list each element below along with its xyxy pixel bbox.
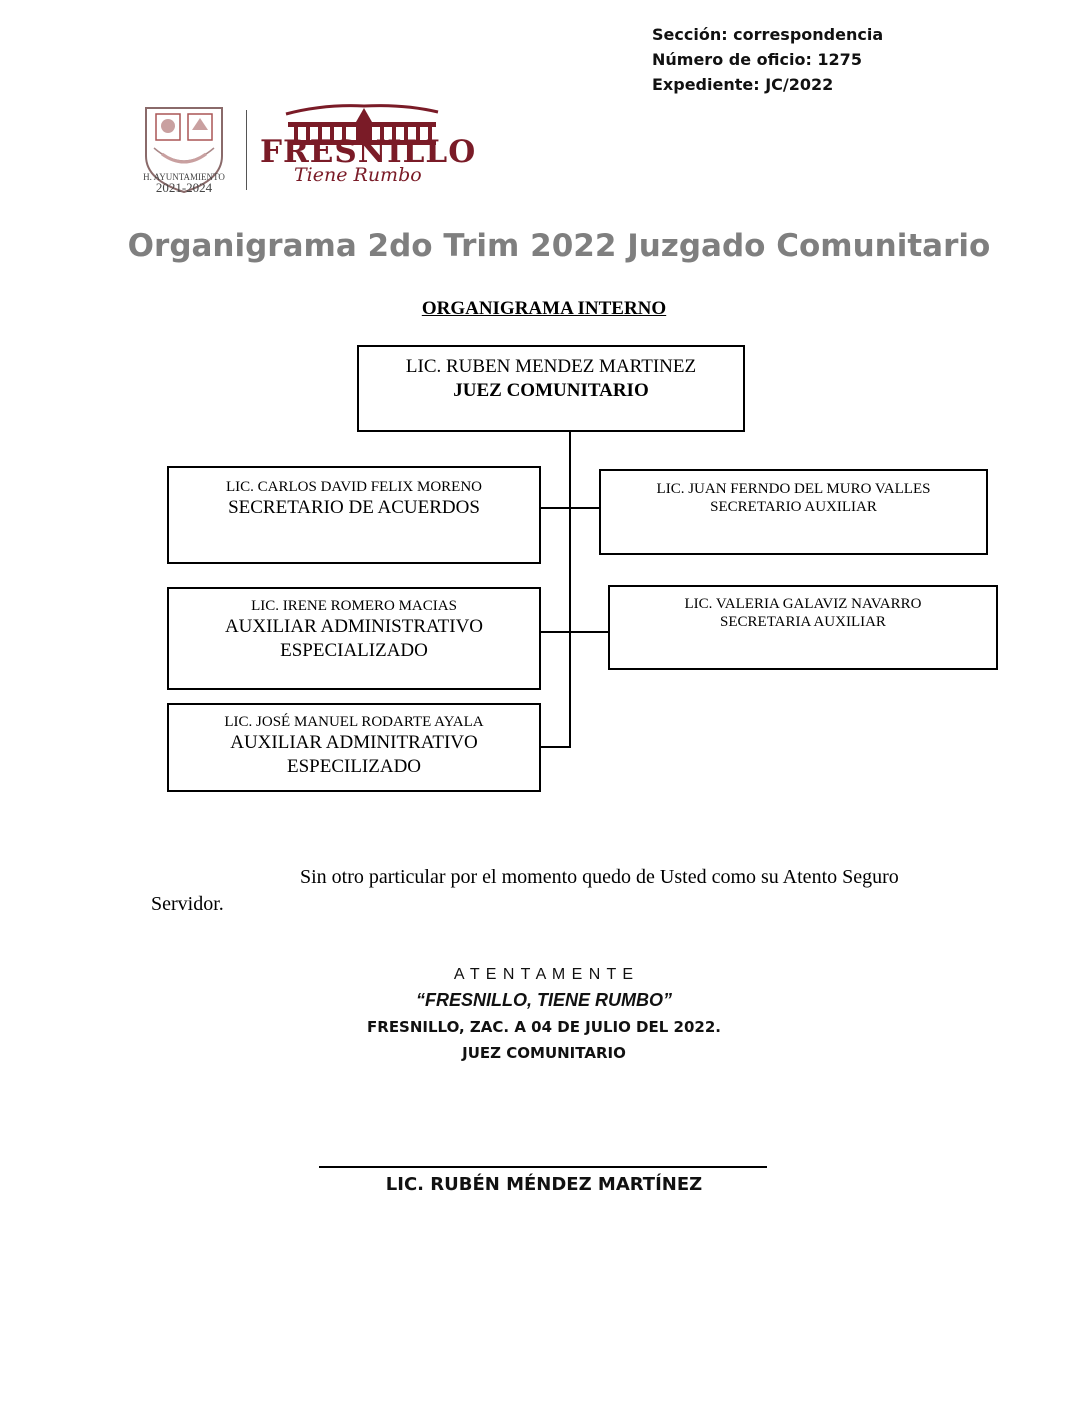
connector-right-2 [570, 631, 609, 633]
ayuntamiento-label: H. AYUNTAMIENTO [143, 172, 225, 182]
brand-tagline: Tiene Rumbo [294, 164, 422, 186]
place-date: FRESNILLO, ZAC. A 04 DE JULIO DEL 2022. [367, 1018, 721, 1036]
org-box-left-1 [167, 466, 541, 564]
org-member-name: LIC. JOSÉ MANUEL RODARTE AYALA [224, 714, 484, 730]
page-title: Organigrama 2do Trim 2022 Juzgado Comunitario [127, 228, 991, 264]
atentamente-label: A T E N T A M E N T E [453, 966, 635, 983]
org-member-name: LIC. VALERIA GALAVIZ NAVARRO [684, 596, 922, 612]
connector-right-1 [570, 507, 600, 509]
org-member-role: SECRETARIA AUXILIAR [720, 614, 886, 630]
connector-trunk [569, 431, 571, 748]
signer-name: LIC. RUBÉN MÉNDEZ MARTÍNEZ [385, 1174, 703, 1195]
org-box-left-2 [167, 587, 541, 690]
brand-name: FRESNILLO [260, 134, 477, 170]
org-box-right-2 [608, 585, 998, 670]
connector-left-3 [540, 746, 571, 748]
connector-left-1 [540, 507, 570, 509]
org-member-name: LIC. CARLOS DAVID FELIX MORENO [226, 479, 482, 495]
head-role: JUEZ COMUNITARIO [453, 380, 649, 401]
connector-left-2 [540, 631, 570, 633]
org-box-left-3 [167, 703, 541, 792]
org-member-name: LIC. JUAN FERNDO DEL MURO VALLES [656, 481, 931, 497]
org-box-right-1 [599, 469, 988, 555]
document-metadata [652, 22, 883, 97]
expediente-label: Expediente: JC/2022 [652, 75, 834, 94]
administration-period: 2021-2024 [155, 180, 213, 195]
signer-position: JUEZ COMUNITARIO [462, 1044, 626, 1062]
org-member-role: SECRETARIO DE ACUERDOS [228, 497, 480, 518]
org-box-head [357, 345, 745, 432]
oficio-number: Número de oficio: 1275 [652, 50, 862, 69]
head-name: LIC. RUBEN MENDEZ MARTINEZ [405, 356, 697, 377]
motto: “FRESNILLO, TIENE RUMBO” [416, 990, 672, 1010]
org-member-role: AUXILIAR ADMINISTRATIVO ESPECIALIZADO [224, 616, 484, 661]
org-chart-title: ORGANIGRAMA INTERNO [421, 298, 667, 319]
closing-text-continued: Servidor. [151, 893, 224, 915]
logo-divider [246, 110, 247, 190]
org-member-name: LIC. IRENE ROMERO MACIAS [251, 598, 457, 614]
seccion-label: Sección: correspondencia [652, 25, 884, 44]
closing-text: Sin otro particular por el momento quedo de Usted como su Atento Seguro [300, 866, 899, 888]
signature-line [319, 1166, 767, 1168]
org-member-role: AUXILIAR ADMINITRATIVO ESPECILIZADO [230, 732, 478, 777]
org-member-role: SECRETARIO AUXILIAR [710, 499, 877, 515]
